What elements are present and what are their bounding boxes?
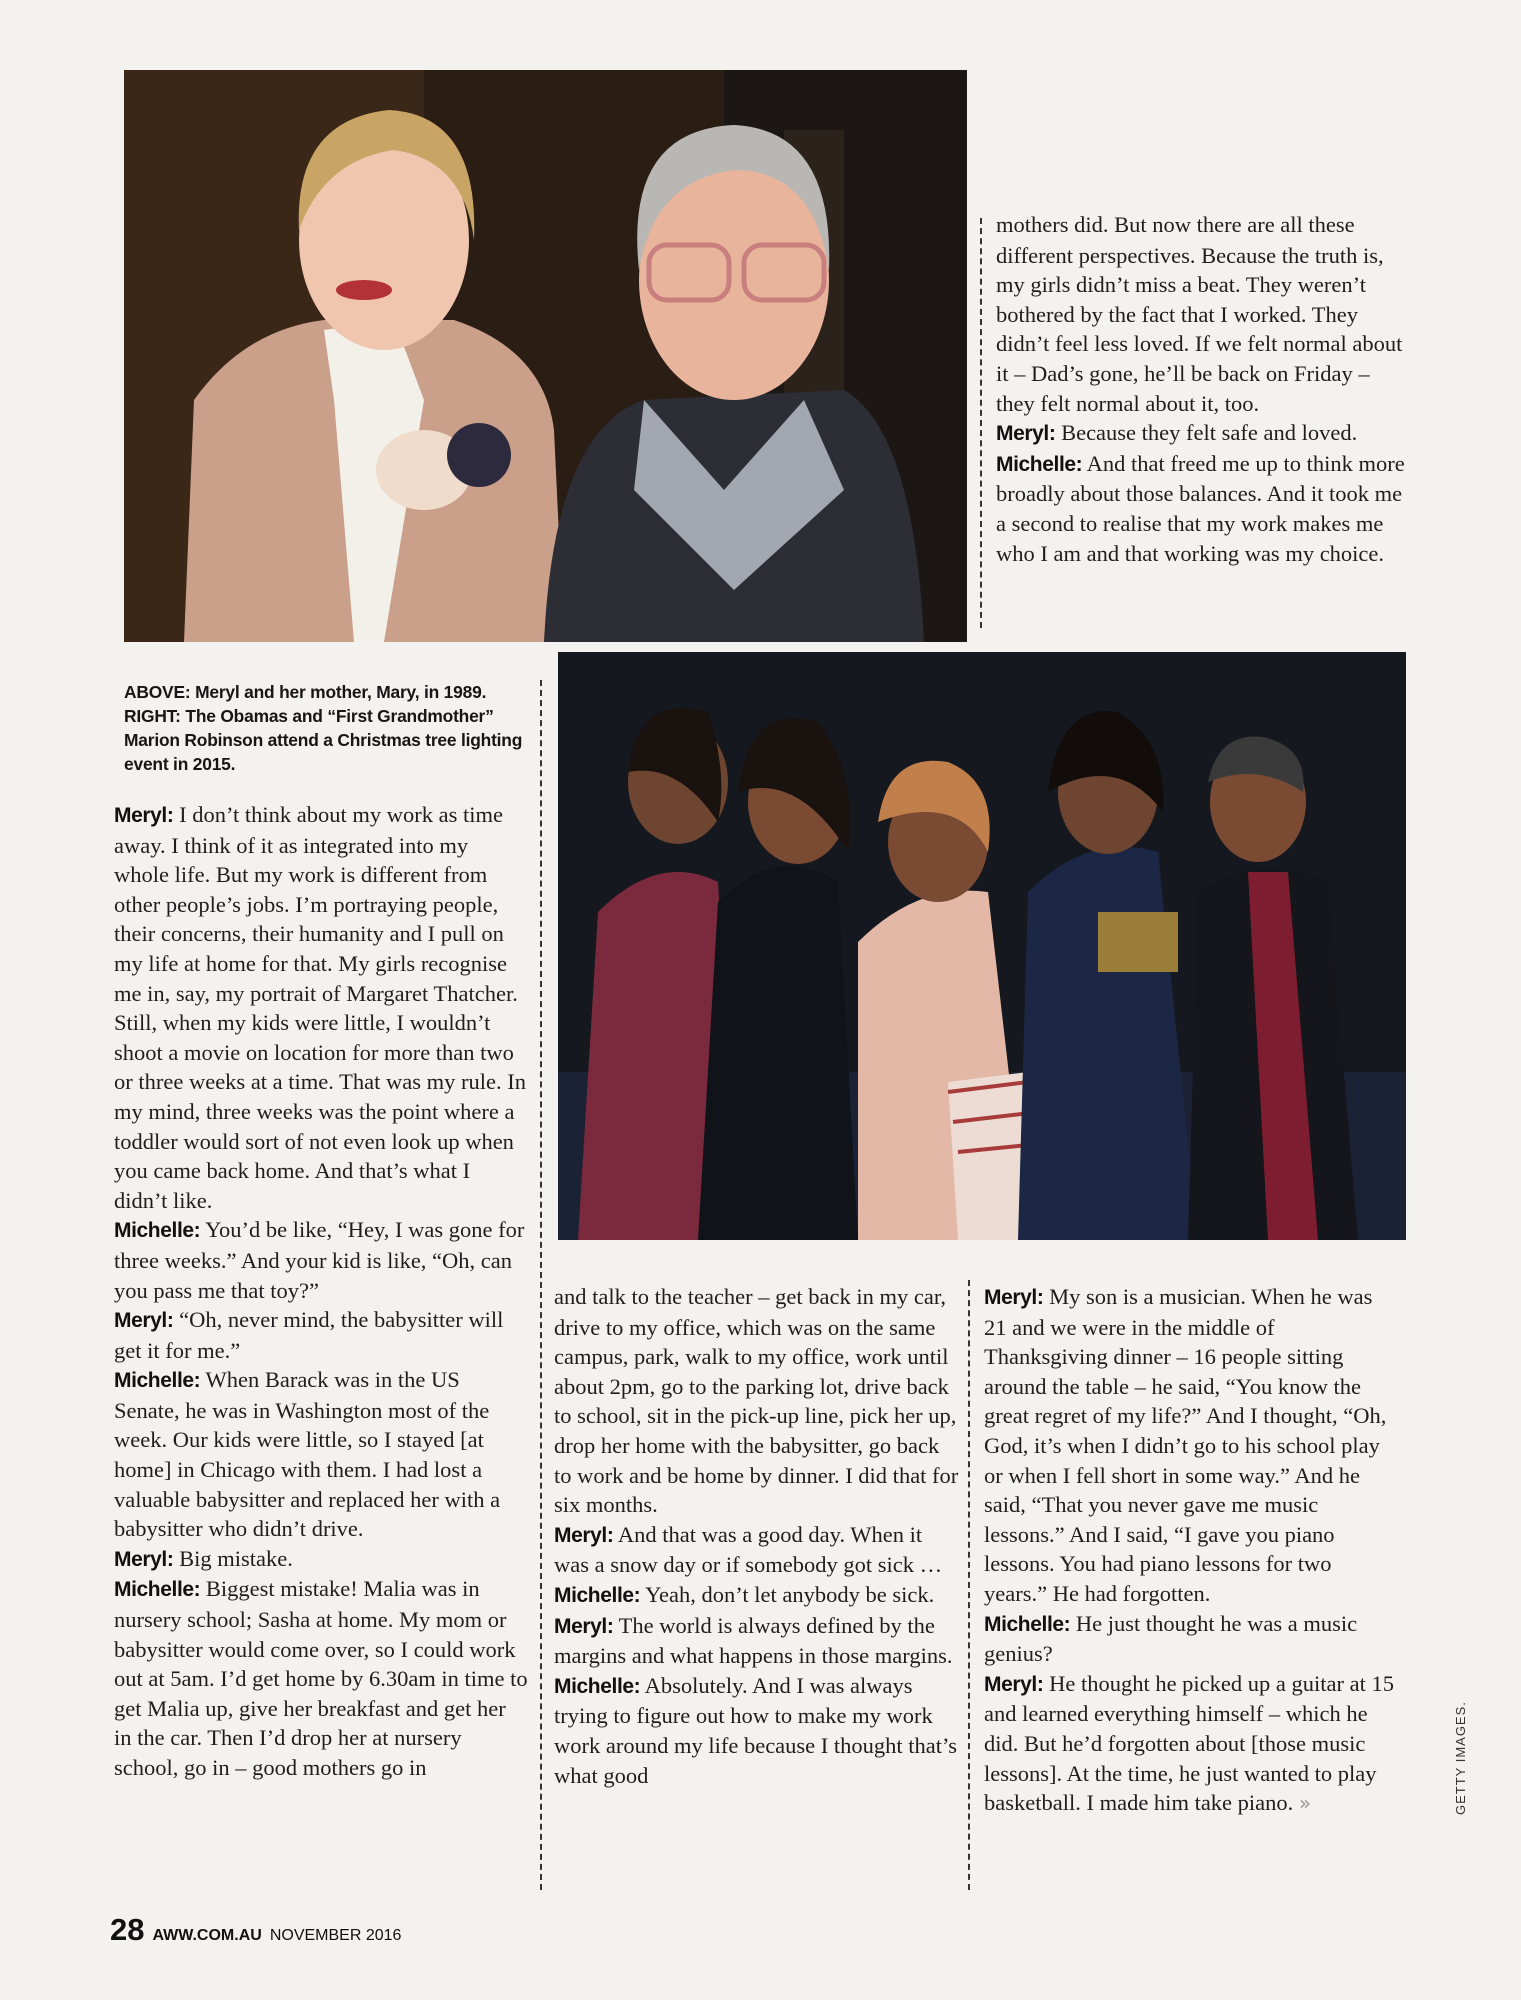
caption-above-text: Meryl and her mother, Mary, in 1989. <box>195 682 487 702</box>
caption-right-text: The Obamas and “First Grandmother” Marion Robinson attend a Christmas tree lighting event in 2015. <box>124 706 523 774</box>
page-footer <box>110 1912 401 1948</box>
column-top-right <box>996 210 1406 568</box>
paragraph: Meryl: The world is always defined by the margins and what happens in those margins. <box>554 1612 953 1669</box>
paragraph: Michelle: Absolutely. And I was always trying to figure out how to make my work work around my life because I thought that’s what good <box>554 1672 958 1788</box>
publication-url: AWW.COM.AU <box>152 1927 262 1944</box>
column-rule-caption <box>540 680 542 1890</box>
caption-right-label: RIGHT: <box>124 706 181 726</box>
paragraph: Meryl: “Oh, never mind, the babysitter will get it for me.” <box>114 1307 504 1363</box>
paragraph: mothers did. But now there are all these different perspectives. Because the truth is, my girls didn’t miss a beat. They weren’t bothered by the fact that I worked. They didn’t feel less loved. If we felt normal about it – Dad’s gone, he’ll be back on Friday – they felt normal about it, too. <box>996 212 1403 416</box>
paragraph: Michelle: You’d be like, “Hey, I was gone for three weeks.” And your kid is like, “Oh, can you pass me that toy?” <box>114 1217 525 1303</box>
paragraph: Meryl: I don’t think about my work as time away. I think of it as integrated into my whole life. But my work is different from other people’s jobs. I’m portraying people, their concerns, their humanity and I pull on my life at home for that. My girls recognise me in, say, my portrait of Margaret Thatcher. Still, when my kids were little, I wouldn’t shoot a movie on location for more than two or three weeks at a time. That was my rule. In my mind, three weeks was the point where a toddler would sort of not even look up when you came back home. And that’s what I didn’t like. <box>114 802 526 1213</box>
photo-meryl-and-mother <box>124 70 967 642</box>
paragraph: Meryl: Big mistake. <box>114 1545 293 1571</box>
paragraph: Meryl: My son is a musician. When he was 21 and we were in the middle of Thanksgiving dinner – 16 people sitting around the table – he said, “You know the great regret of my life?” And I thought, “Oh, God, it’s when I didn’t go to his school play or when I fell short in some way.” And he said, “That you never gave me music lessons.” And I said, “I gave you piano lessons. You had piano lessons for two years.” He had forgotten. <box>984 1284 1387 1606</box>
column-rule-top <box>980 218 982 628</box>
paragraph: and talk to the teacher – get back in my car, drive to my office, which was on the same campus, park, walk to my office, work until about 2pm, go to the parking lot, drive back to school, sit in the pick-up line, pick her up, drop her home with the babysitter, go back to work and be home by dinner. I did that for six months. <box>554 1284 959 1518</box>
paragraph: Michelle: Biggest mistake! Malia was in nursery school; Sasha at home. My mom or babysitter would come over, so I could work out at 5am. I’d get home by 6.30am in time to get Malia up, give her breakfast and get her in the car. Then I’d drop her at nursery school, go in – good mothers go in <box>114 1576 528 1780</box>
paragraph: Meryl: Because they felt safe and loved. <box>996 420 1358 446</box>
column-right <box>984 1282 1400 1819</box>
paragraph: Meryl: He thought he picked up a guitar at 15 and learned everything himself – which he did. But he’d forgotten about [those music lessons]. At the time, he just wanted to play basketball. I made him take piano. » <box>984 1670 1394 1816</box>
photo-obamas-event <box>558 652 1406 1240</box>
column-middle <box>554 1282 960 1790</box>
paragraph: Michelle: He just thought he was a music genius? <box>984 1610 1358 1667</box>
caption-above-label: ABOVE: <box>124 682 191 702</box>
photo-caption <box>124 680 534 776</box>
continue-arrow-icon: » <box>1298 1791 1312 1816</box>
column-left <box>114 800 528 1783</box>
paragraph: Michelle: When Barack was in the US Senate, he was in Washington most of the week. Our kids were little, so I stayed [at home] in Chicago with them. I had lost a valuable babysitter and replaced her with a babysitter who didn’t drive. <box>114 1367 501 1542</box>
photo-credit: GETTY IMAGES. <box>1453 1701 1468 1815</box>
paragraph: Michelle: Yeah, don’t let anybody be sick. <box>554 1581 935 1607</box>
column-rule-right <box>968 1280 970 1890</box>
paragraph: Michelle: And that freed me up to think more broadly about those balances. And it took me a second to realise that my work makes me who I am and that working was my choice. <box>996 450 1405 566</box>
issue-date: NOVEMBER 2016 <box>269 1927 402 1944</box>
page-number: 28 <box>110 1912 145 1947</box>
paragraph: Meryl: And that was a good day. When it was a snow day or if somebody got sick … <box>554 1521 943 1578</box>
